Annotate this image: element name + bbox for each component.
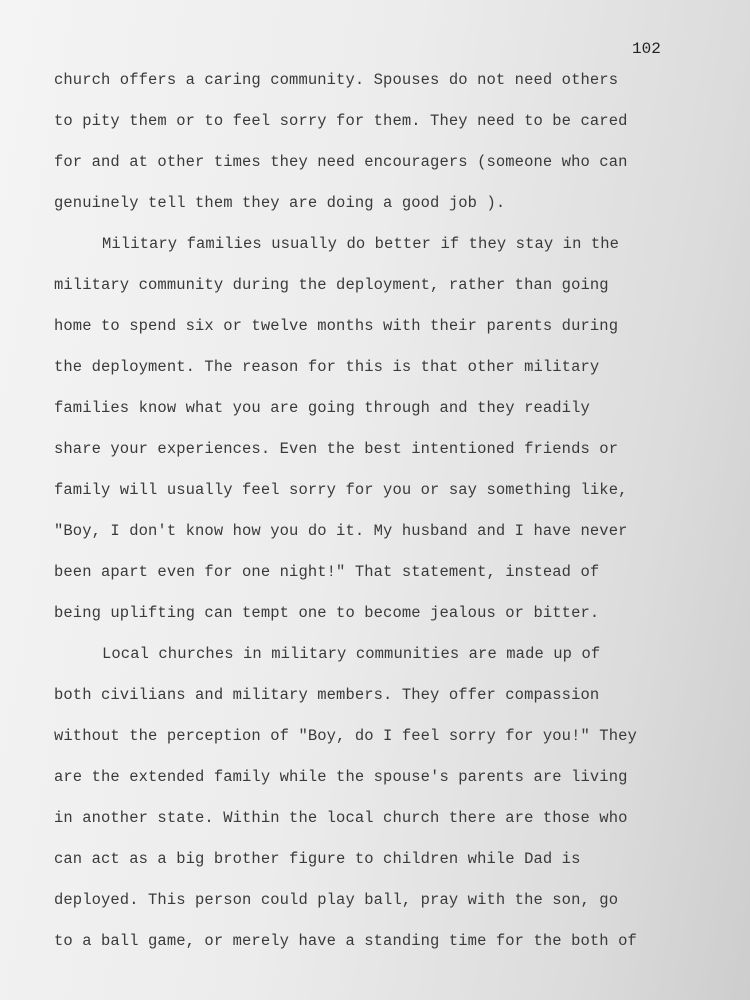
text-line: church offers a caring community. Spouses do not need others [54,71,619,89]
body-text [54,60,714,962]
text-line: families know what you are going through and they readily [54,399,590,417]
text-line: being uplifting can tempt one to become jealous or bitter. [54,604,600,622]
text-line: family will usually feel sorry for you or say something like, [54,481,628,499]
text-line: both civilians and military members. They offer compassion [54,686,600,704]
text-line: for and at other times they need encouragers (someone who can [54,153,628,171]
text-line: without the perception of "Boy, do I feel sorry for you!" They [54,727,637,745]
text-line: to a ball game, or merely have a standing time for the both of [54,932,637,950]
text-line: are the extended family while the spouse's parents are living [54,768,628,786]
text-line: share your experiences. Even the best intentioned friends or [54,440,619,458]
text-line: Local churches in military communities are made up of [102,645,601,663]
page-number: 102 [632,40,661,58]
text-line: genuinely tell them they are doing a good job ). [54,194,506,212]
text-line: "Boy, I don't know how you do it. My husband and I have never [54,522,628,540]
text-line: the deployment. The reason for this is that other military [54,358,600,376]
text-line: been apart even for one night!" That statement, instead of [54,563,600,581]
text-line: military community during the deployment, rather than going [54,276,609,294]
text-line: home to spend six or twelve months with their parents during [54,317,619,335]
text-line: Military families usually do better if they stay in the [102,235,620,253]
text-line: deployed. This person could play ball, pray with the son, go [54,891,619,909]
text-line: can act as a big brother figure to children while Dad is [54,850,581,868]
text-line: to pity them or to feel sorry for them. They need to be cared [54,112,628,130]
text-line: in another state. Within the local church there are those who [54,809,628,827]
